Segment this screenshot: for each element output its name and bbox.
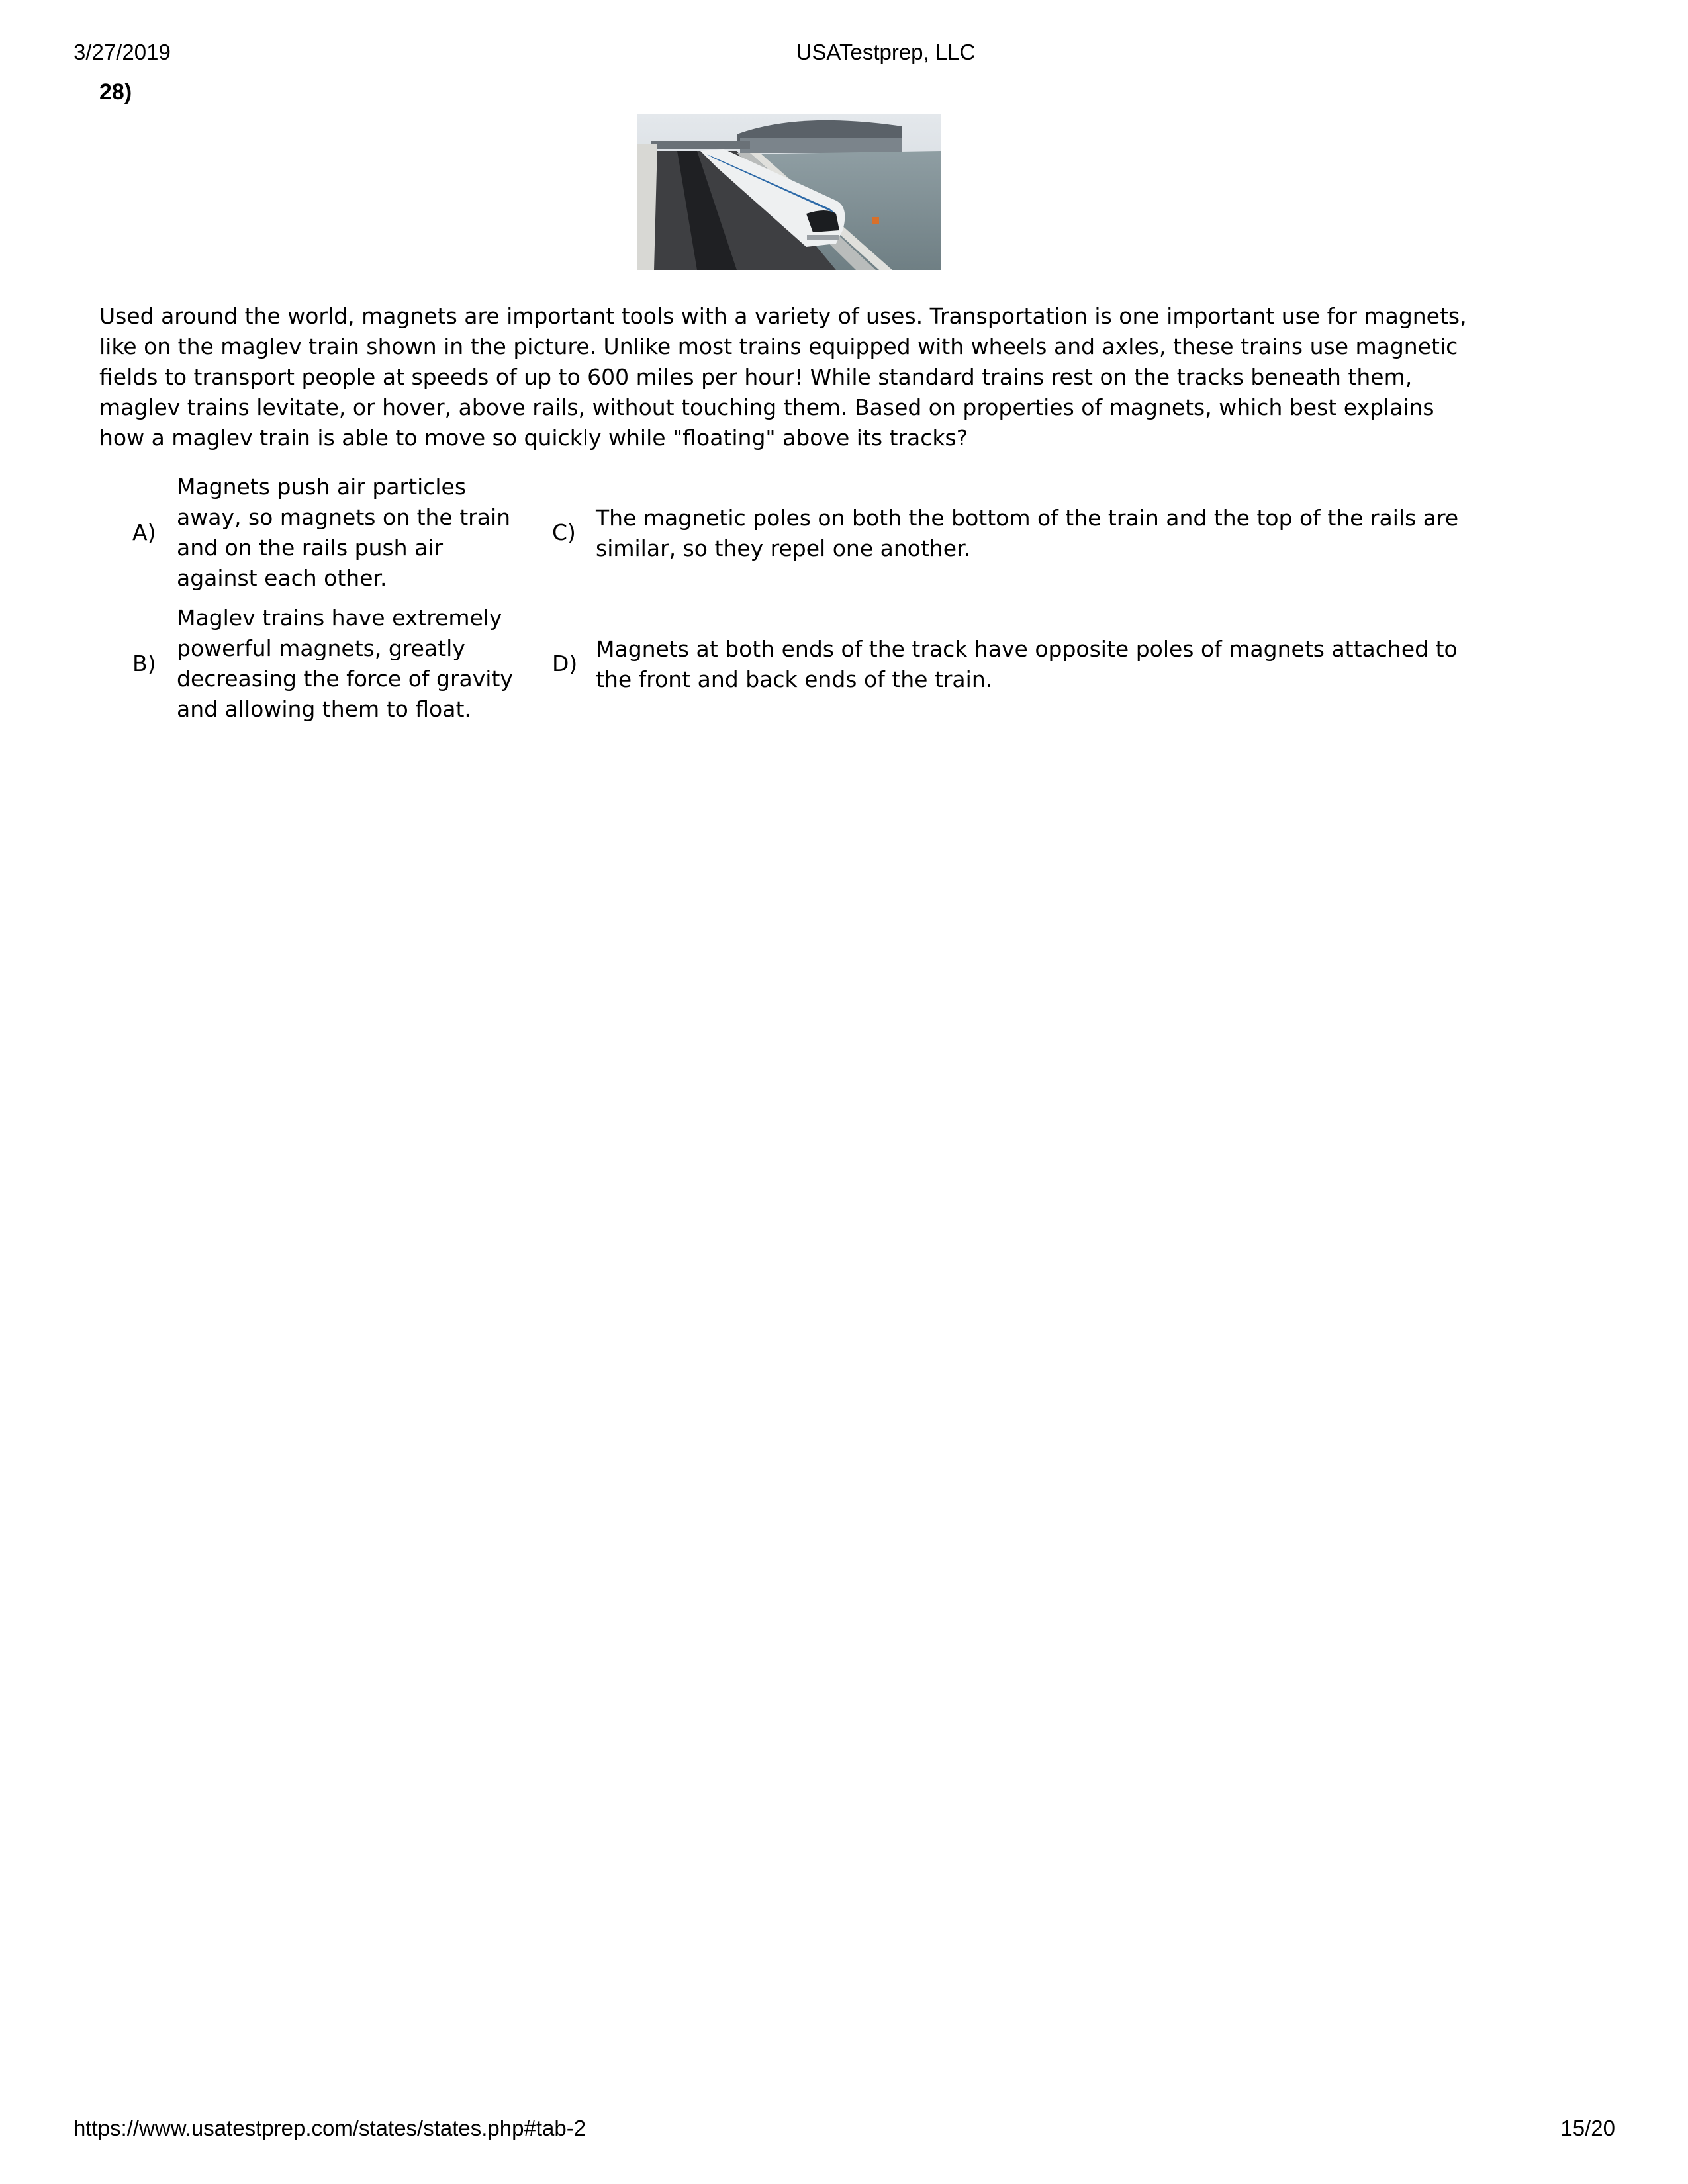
- option-d-text[interactable]: Magnets at both ends of the track have opposite poles of magnets attached to the front and back ends of the train.: [596, 636, 1458, 692]
- option-a-letter: A): [132, 520, 156, 545]
- question-number: 28): [99, 79, 132, 105]
- page-number: 15/20: [1560, 2116, 1615, 2140]
- option-a-text[interactable]: Magnets push air particles away, so magnets on the train and on the rails push air against each other.: [177, 474, 511, 591]
- print-header-title: USATestprep, LLC: [796, 40, 976, 64]
- print-date: 3/27/2019: [73, 40, 171, 64]
- option-c-text[interactable]: The magnetic poles on both the bottom of the train and the top of the rails are similar, so they repel one another.: [596, 505, 1459, 561]
- option-d-letter: D): [552, 651, 578, 676]
- print-footer-url: https://www.usatestprep.com/states/states.php#tab-2: [73, 2116, 586, 2140]
- option-b-letter: B): [132, 651, 156, 676]
- option-c-letter: C): [552, 520, 576, 545]
- option-b-text[interactable]: Maglev trains have extremely powerful magnets, greatly decreasing the force of gravity and allowing them to float.: [177, 605, 513, 722]
- maglev-train-photo: [637, 114, 941, 270]
- question-prompt: Used around the world, magnets are important tools with a variety of uses. Transportation is one important use for magnets, like on the maglev train shown in the picture. Unlike most trains equipped with wheels and axles, these trains use magnetic fields to transport people at speeds of up to 600 miles per hour! While standard trains rest on the tracks beneath them, maglev trains levitate, or hover, above rails, without touching them. Based on properties of magnets, which best explains how a maglev train is able to move so quickly while "floating" above its tracks?: [99, 303, 1467, 451]
